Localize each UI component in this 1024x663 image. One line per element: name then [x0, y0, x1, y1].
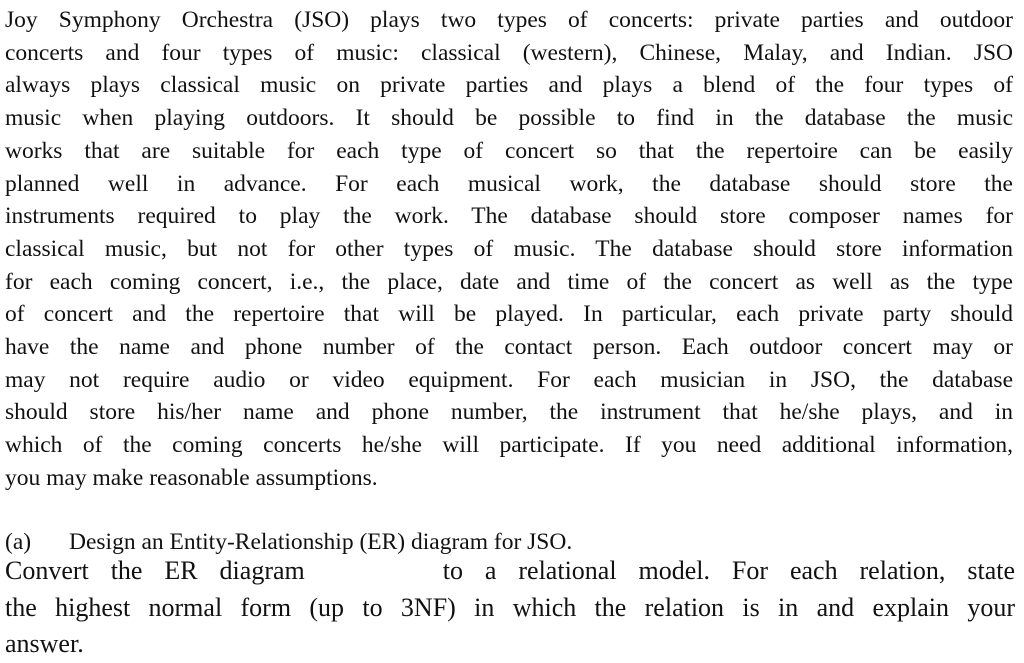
paragraph-line: for each coming concert, i.e., the place, date and time of the concert as well as the type [5, 268, 1013, 295]
problem-description [5, 4, 1013, 495]
question-b-line-2: the highest normal form (up to 3NF) in which the relation is in and explain your [5, 592, 1015, 622]
paragraph-line: have the name and phone number of the contact person. Each outdoor concert may or [5, 334, 1013, 361]
paragraph-line: instruments required to play the work. The database should store composer names for [5, 203, 1013, 230]
paragraph-line: of concert and the repertoire that will be played. In particular, each private party should [5, 301, 1013, 328]
paragraph-line: always plays classical music on private parties and plays a blend of the four types of [5, 72, 1013, 99]
question-b [5, 553, 1015, 663]
question-b-line-1-end: to a relational model. For each relation, state [442, 556, 1016, 585]
paragraph-line: which of the coming concerts he/she will participate. If you need additional information, [5, 432, 1013, 459]
question-b-line-3: answer. [5, 629, 84, 658]
paragraph-line: classical music, but not for other types of music. The database should store information [5, 235, 1013, 262]
question-b-line-1-start: Convert the ER diagram [5, 556, 305, 585]
paragraph-line: concerts and four types of music: classical (western), Chinese, Malay, and Indian. JSO [5, 39, 1013, 66]
paragraph-line: Joy Symphony Orchestra (JSO) plays two types of concerts: private parties and outdoor [5, 7, 1013, 33]
question-a-text: Design an Entity-Relationship (ER) diagram for JSO. [69, 529, 573, 555]
question-a-label: (a) [5, 529, 32, 555]
paragraph-line: works that are suitable for each type of concert so that the repertoire can be easily [5, 137, 1013, 164]
paragraph-line: should store his/her name and phone number, the instrument that he/she plays, and in [5, 399, 1013, 426]
question-b-line-1 [5, 553, 1015, 590]
paragraph-line: planned well in advance. For each musical work, the database should store the [5, 170, 1013, 197]
paragraph-line: music when playing outdoors. It should be possible to find in the database the music [5, 105, 1013, 132]
paragraph-line: may not require audio or video equipment. For each musician in JSO, the database [5, 366, 1013, 393]
paragraph-line: you may make reasonable assumptions. [5, 464, 378, 491]
